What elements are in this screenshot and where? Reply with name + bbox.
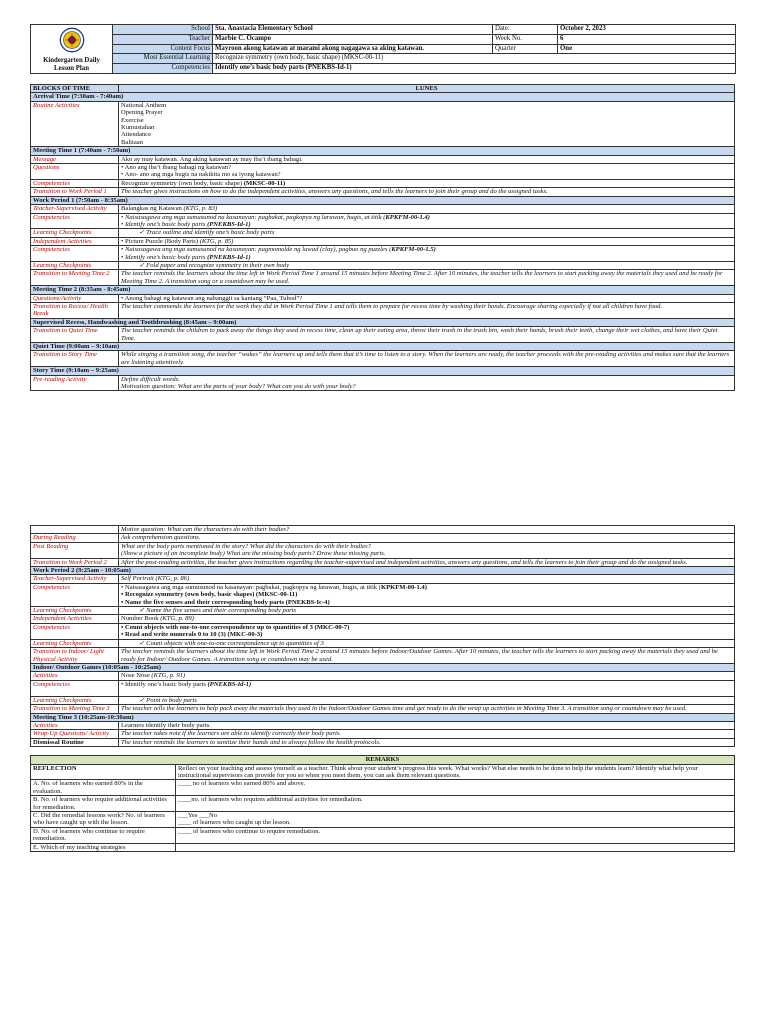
logo-cell [31,25,113,74]
reflection-text: Reflect on your teaching and assess yourself as a teacher. Think about your student’s progress this week. What works? What else needs to be done to help the students learn? Identify what help your instructional supervisors can provide for you so when you meet them, you can ask them relevant questions. [176,764,735,780]
week-value: 6 [558,34,736,44]
qa-label: Questions/Activity [31,294,119,302]
page-2 [30,525,735,852]
reflection-c-value: ___Yes ___No ____ of learners who caught up the lesson. [176,812,735,828]
school-label: School [113,25,213,35]
col-header-blocks: BLOCKS OF TIME [31,85,119,93]
remarks-header: REMARKS [31,756,735,764]
week-label: Week No. [493,34,558,44]
tsa-label: Teacher-Supervised Activity [31,575,119,583]
checkpoint-text: ✓ Fold paper and recognize symmetry in their own body [119,261,735,269]
independent-text: • Picture Puzzle (Body Parts) (KTG, p. 85) [119,237,735,245]
transition-indoor-text: The teacher reminds the learners about the time left in Work Period Time 2 around 15 minutes before Indoor/Outdoor Games. After 10 minutes, the teacher tells the learners to start packing away the materials they used and be ready for Indoor/ Outdoor Games. A transition song or countdown may be used. [119,648,735,664]
section-story-time: Story Time (9:10am – 9:25am) [31,367,735,375]
checkpoints-label: Learning Checkpoints [31,696,119,704]
reflection-a: A. No. of learners who earned 80% in the evaluation. [31,780,176,796]
focus-value: Mayroon akong katawan at marami akong nagagawa sa aking katawan. [213,44,493,54]
competencies-label: Competencies [31,623,119,639]
post-reading-text: What are the body parts mentioned in the story? What did the characters do with their bodies? (Show a picture of an incomplete body) What are the missing body parts? Draw these missing parts. [119,542,735,558]
transition-indoor-label: Transition to Indoor/ Light Physical Activity [31,648,119,664]
dismissal-label: Dismissal Routine [31,738,119,746]
list-item: Kumustahan [121,124,155,132]
reflection-label: REFLECTION [31,764,176,780]
section-meeting-time-1: Meeting Time 1 (7:40am - 7:50am) [31,147,735,155]
teacher-label: Teacher [113,34,213,44]
list-item: Exercise [121,116,144,124]
tsa-text: Balangkas ng Katawan (KTG, p. 83) [119,205,735,213]
list-item: National Anthem [121,101,167,109]
schedule-table-1 [30,84,735,391]
reflection-e: E. Which of my teaching strategies [31,843,176,851]
list-item: Balitaan [121,138,143,146]
transition-mt2-label: Transition to Meeting Time 2 [31,270,119,286]
transition-wp1-text: The teacher gives instructions on how to do the independent activities, answers any questions, and tells the learners to join their group and do the assigned tasks. [119,188,735,196]
section-meeting-time-3: Meeting Time 3 (10:25am-10:30am) [31,713,735,721]
activities-text: Nose Nose (KTG, p. 91) [119,672,735,680]
competencies-label: Competencies [31,246,119,262]
checkpoint-text: ✓ Count objects with one-to-one correspondence up to quantities of 3 [119,639,735,647]
transition-mt2-text: The teacher reminds the learners about the time left in Work Period Time 1 around 15 minutes before Meeting Time 2. After 10 minutes, the teacher tells the learners to start packing away the materials they used and be ready for Meeting Time 2. A transition song or a countdown may be used. [119,270,735,286]
competencies-label: Competencies [31,680,119,696]
competencies-text: Recognize symmetry (own body, basic shape) (MKSC-00-11) [119,179,735,187]
competencies-text: • Count objects with one-to-one correspondence up to quantities of 3 (MKC-00-7) • Read and write numerals 0 to 10 (3) (MKC-00-3) [119,623,735,639]
message-label: Message [31,155,119,163]
deped-seal-icon [59,27,85,53]
competencies-text: • Identify one’s basic body parts (PNEKBS-Id-1) [119,680,735,696]
question-2: • Ano- ano ang mga hugis na nakikita mo sa iyong katawan? [121,171,281,179]
page-1 [30,24,735,391]
schedule-table-2 [30,525,735,747]
activities-label: Activities [31,721,119,729]
header-table [30,24,736,74]
checkpoint-text: ✓ Point to body parts [119,696,735,704]
melc-value-2: Identify one’s basic body parts (PNEKBS-Id-1) [213,64,736,74]
tsa-text: Self Portrait (KTG, p. 86) [119,575,735,583]
plan-title-line1: Kindergarten Daily [43,57,100,64]
pre-reading-label: Pre-reading Activity [31,375,119,391]
dismissal-text: The teacher reminds the learners to sanitize their hands and to always follow the health protocols. [119,738,735,746]
plan-title-line2: Lesson Plan [54,65,89,72]
section-arrival: Arrival Time (7:30am - 7:40am) [31,93,735,101]
transition-wp2-text: After the post-reading activities, the teacher gives instructions regarding the teacher-supervised and independent activities, answers any questions, and tells the learners to join their group and do the assigned tasks. [119,558,735,566]
checkpoint-text: ✓ Name the five senses and their corresponding body parts [119,607,735,615]
melc-label-2: Competencies [113,64,213,74]
transition-mt3-label: Transition to Meeting Time 3 [31,705,119,713]
melc-value-1: Recognize symmetry (own body, basic shape) (MKSC-00-11) [213,54,736,64]
section-quiet-time: Quiet Time (9:00am – 9:10am) [31,343,735,351]
routine-label: Routine Activities [31,101,119,146]
activities-label: Activities [31,672,119,680]
melc-label-1: Most Essential Learning [113,54,213,64]
transition-wp2-label: Transition to Work Period 2 [31,558,119,566]
checkpoints-label: Learning Checkpoints [31,607,119,615]
competencies-label: Competencies [31,179,119,187]
section-work-period-2: Work Period 2 (9:25am - 10:05am) [31,567,735,575]
transition-recess-text: The teacher commends the learners for the work they did in Work Period Time 1 and tells them to prepare for recess time by washing their hands. Encourage sharing especially if not all children have food. [119,302,735,318]
remarks-table [30,755,735,852]
transition-quiet-label: Transition to Quiet Time [31,327,119,343]
teacher-value: Marbie C. Ocampo [213,34,493,44]
section-meeting-time-2: Meeting Time 2 (8:35am - 8:45am) [31,286,735,294]
reflection-a-value: ____ no of learners who earned 80% and above. [176,780,735,796]
transition-mt3-text: The teacher tells the learners to help pack away the materials they used in the Indoor/Outdoor Games time and get ready to do the wrap up activities in Meeting Time 3. A transition song or countdown may be used. [119,705,735,713]
list-item: Attendance [121,131,152,139]
checkpoints-label: Learning Checkpoints [31,261,119,269]
competencies-text: • Naisasagawa ang mga sumusunod na kasanayan: pagbakat, pagkopya ng larawan, hugis, at titik (KPKFM-00-1.4) • Identify one’s basic body parts (PNEKBS-Id-1) [119,213,735,229]
competencies-text: • Naisasagawa ang mga sumusunod na kasanayan: pagbakat, pagkopya ng larawan, hugis, at titik (KPKFM-00-1.4) • Recognize symmetry (own body, basic shapes) (MKSC-00-11) • Name the five senses and their corresponding body parts (PNEKBS-Ic-4) [119,583,735,606]
routine-list [119,101,735,146]
wrap-up-label: Wrap-Up Questions/ Activity [31,730,119,738]
reflection-b-value: ____no. of learners who requires additional activities for remediation. [176,796,735,812]
independent-text: Number Book (KTG, p. 89) [119,615,735,623]
section-recess: Supervised Recess, Handwashing and Toothbrushing (8:45am – 9:00am) [31,318,735,326]
section-games: Indoor/ Outdoor Games (10:05am - 10:25am) [31,663,735,671]
during-reading-text: Ask comprehension questions. [119,534,735,542]
quarter-value: One [558,44,736,54]
reflection-b: B. No. of learners who require additional activities for remediation. [31,796,176,812]
focus-label: Content Focus [113,44,213,54]
question-1: • Ano ang iba’t ibang bahagi ng katawan? [121,164,232,172]
competencies-label: Competencies [31,583,119,606]
transition-recess-label: Transition to Recess/ Health Break [31,302,119,318]
questions-text [119,164,735,180]
pre-reading-text: Define difficult words. Motivation question: What are the parts of your body? What can you do with your body? [119,375,735,391]
transition-quiet-text: The teacher reminds the children to pack away the things they used in recess time, clean up their eating area, throw their trash in the trash bin, wash their hands, brush their teeth, change their wet clothes, and have their Quiet Time. [119,327,735,343]
checkpoint-text: ✓ Trace outline and identify one’s basic body parts [119,229,735,237]
message-text: Ako ay may katawan. Ang aking katawan ay may iba’t ibang bahagi. [119,155,735,163]
questions-label: Questions [31,164,119,180]
post-reading-label: Post Reading [31,542,119,558]
transition-story-text: While singing a transition song, the teacher “wakes” the learners up and tells them that it’s time to listen to a story. When the learners are ready, the teacher proceeds with the pre-reading activities and makes sure that the learners are listening attentively. [119,351,735,367]
date-value: October 2, 2023 [558,25,736,35]
date-label: Date: [493,25,558,35]
independent-label: Independent Activities [31,615,119,623]
list-item: Opening Prayer [121,109,163,117]
checkpoints-label: Learning Checkpoints [31,639,119,647]
section-work-period-1: Work Period 1 (7:50am - 8:35am) [31,196,735,204]
school-value: Sta. Anastacia Elementary School [213,25,493,35]
transition-wp1-label: Transition to Work Period 1 [31,188,119,196]
col-header-lunes: LUNES [119,85,735,93]
motive-question: Motive question: What can the characters do with their bodies? [119,526,735,534]
competencies-text: • Naisasagawa ang mga sumusunod na kasanayan: pagmomolde ng luwad (clay), pagbuo ng puzzles (KPKFM-00-1.5) • Identify one’s basic body parts (PNEKBS-Id-1) [119,246,735,262]
reflection-d: D. No. of learners who continue to require remediation. [31,827,176,843]
wrap-up-text: The teacher takes note if the learners are able to identify correctly their body parts. [119,730,735,738]
activities-text: Learners identify their body parts. [119,721,735,729]
tsa-label: Teacher-Supervised Activity [31,205,119,213]
qa-text: • Anong bahagi ng katawan ang nabanggit sa kantang “Paa, Tuhod”? [119,294,735,302]
reflection-d-value: ____ of learners who continue to require remediation. [176,827,735,843]
quarter-label: Quarter [493,44,558,54]
independent-label: Independent Activities [31,237,119,245]
transition-story-label: Transition to Story Time [31,351,119,367]
during-reading-label: During Reading [31,534,119,542]
checkpoints-label: Learning Checkpoints [31,229,119,237]
reflection-c: C. Did the remedial lessons work? No. of learners who have caught up with the lesson. [31,812,176,828]
competencies-label: Competencies [31,213,119,229]
